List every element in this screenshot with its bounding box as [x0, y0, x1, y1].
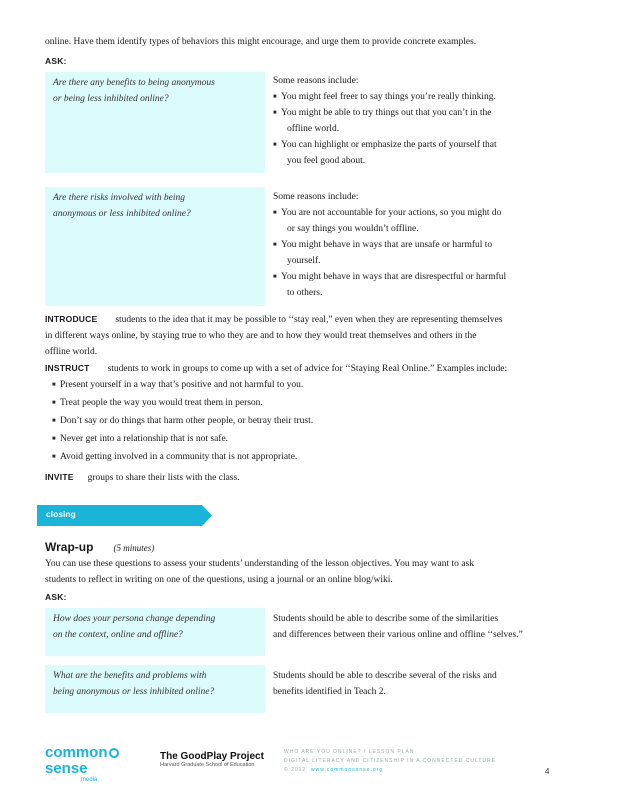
wrapup-paragraph: You can use these questions to assess your students’ understanding of the lesson objectives. You may want to ask students to reflect in writing on one of the questions, using a journal or an online blog/wiki. — [45, 559, 474, 585]
answer-bullet: ■ You can highlight or emphasize the parts of yourself that you feel good about. — [273, 137, 573, 169]
answer-bullet: ■ You might feel freer to say things you’re really thinking. — [273, 89, 573, 105]
list-item: ■ Don’t say or do things that harm other people, or betray their trust. — [52, 413, 552, 429]
answer-block — [273, 189, 573, 301]
list-item: ■ Present yourself in a way that’s positive and not harmful to you. — [52, 377, 552, 393]
invite-label: INVITE — [45, 472, 74, 482]
instruct-list — [52, 377, 552, 465]
answer-block: Students should be able to describe some of the similarities and differences between their various online and offline ‘‘selves.” — [273, 614, 523, 640]
list-item: ■ Never get into a relationship that is not safe. — [52, 431, 552, 447]
answer-lead: Some reasons include: — [273, 76, 359, 86]
question-text: Are there any benefits to being anonymous or being less inhibited online? — [53, 78, 215, 104]
wrapup-title: Wrap-up — [45, 540, 94, 554]
answer-block — [273, 73, 573, 169]
list-item: ■ Treat people the way you would treat them in person. — [52, 395, 552, 411]
ask-label: ASK: — [45, 592, 67, 602]
answer-bullet: ■ You might be able to try things out that you can’t in the offline world. — [273, 105, 573, 137]
answer-block: Students should be able to describe several of the risks and benefits identified in Teach 2. — [273, 671, 497, 697]
list-item: ■ Avoid getting involved in a community that is not appropriate. — [52, 449, 552, 465]
question-text: How does your persona change depending on the context, online and offline? — [53, 614, 216, 640]
closing-tab-label: closing — [46, 509, 76, 519]
question-box — [45, 665, 265, 713]
footer-site-link[interactable]: www.commonsense.org — [310, 767, 384, 773]
question-text: What are the benefits and problems with being anonymous or less inhibited online? — [53, 671, 215, 697]
question-text: Are there risks involved with being anonymous or less inhibited online? — [53, 193, 191, 219]
answer-bullet: ■ You might behave in ways that are unsafe or harmful to yourself. — [273, 237, 573, 269]
instruct-label: INSTRUCT — [45, 363, 90, 373]
intro-line: online. Have them identify types of behaviors this might encourage, and urge them to provide concrete examples. — [45, 37, 477, 47]
common-sense-logo: commonsense media — [45, 745, 155, 779]
ask-label: ASK: — [45, 56, 67, 66]
footer-lesson-info: WHO ARE YOU ONLINE? / LESSON PLAN DIGITAL LITERACY AND CITIZENSHIP IN A CONNECTED CULTURE © 2012 www.commonsense.org — [284, 749, 496, 773]
answer-bullet: ■ You are not accountable for your actions, so you might do or say things you wouldn’t offline. — [273, 205, 573, 237]
instruct-paragraph: INSTRUCT students to work in groups to come up with a set of advice for ‘‘Staying Real Online.” Examples include: — [45, 363, 508, 374]
question-box — [45, 608, 265, 656]
goodplay-logo: The GoodPlay Project Harvard Graduate School of Education — [160, 751, 264, 768]
wrapup-duration: (5 minutes) — [113, 543, 155, 553]
introduce-paragraph: INTRODUCE students to the idea that it may be possible to ‘‘stay real,” even when they are representing themselves in different ways online, by staying true to who they are and to how they would treat themselves and others in the offline world. — [45, 314, 503, 357]
question-box — [45, 72, 265, 173]
answer-bullet: ■ You might behave in ways that are disrespectful or harmful to others. — [273, 269, 573, 301]
logo-circle-icon — [109, 748, 119, 758]
answer-lead: Some reasons include: — [273, 192, 359, 202]
wrapup-heading — [45, 538, 154, 556]
introduce-label: INTRODUCE — [45, 314, 98, 324]
page-number: 4 — [545, 767, 550, 776]
invite-paragraph: INVITE groups to share their lists with the class. — [45, 472, 240, 483]
question-box — [45, 187, 265, 306]
